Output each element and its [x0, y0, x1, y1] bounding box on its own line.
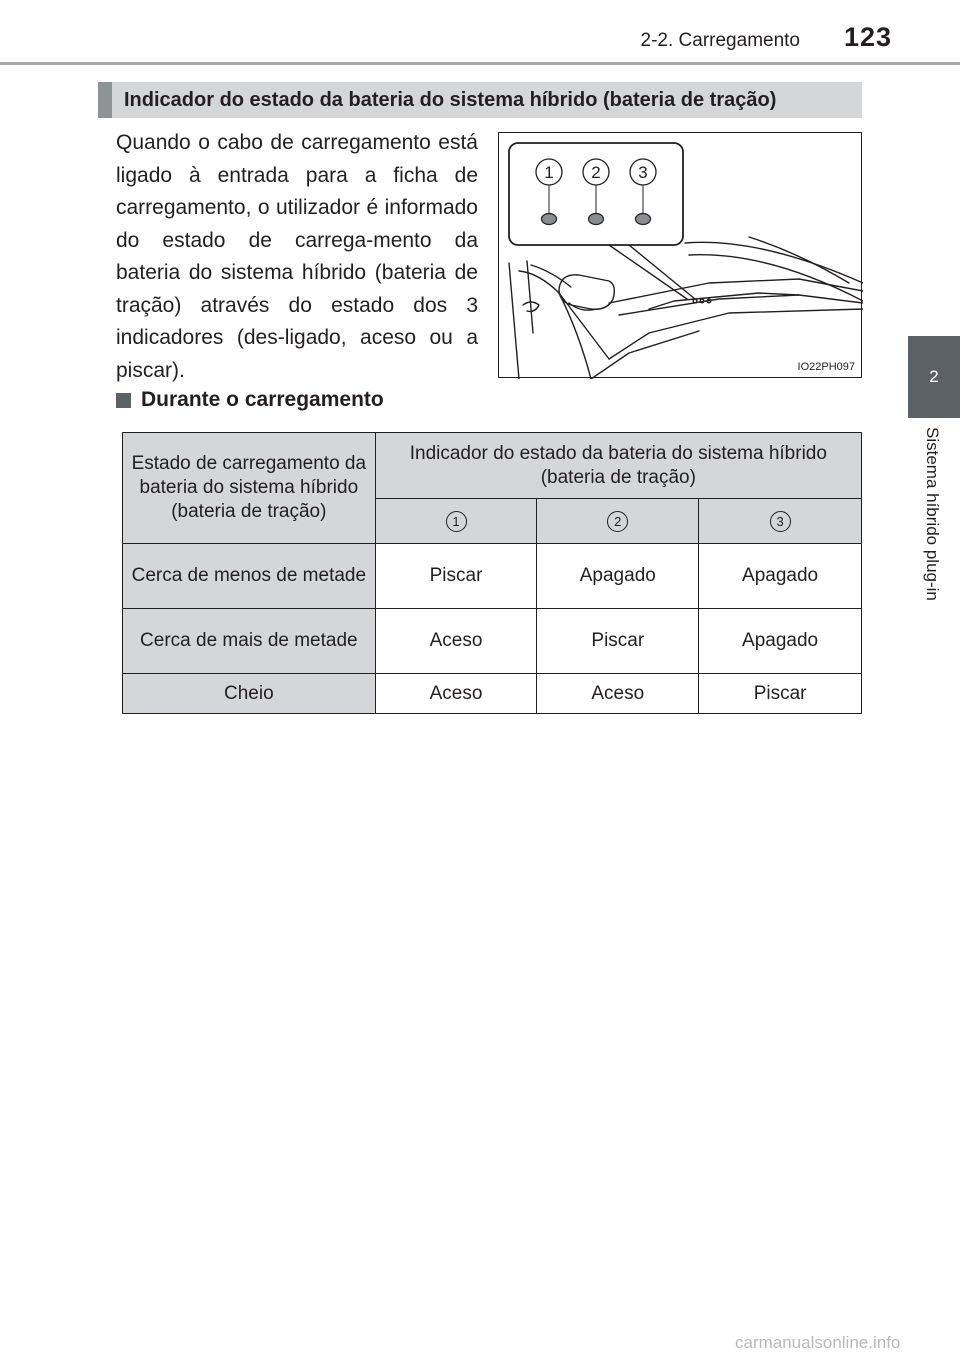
table-row [123, 544, 862, 609]
table-cell: Piscar [537, 609, 699, 674]
header-divider [0, 62, 960, 65]
indicator-lamp-2-icon [589, 214, 604, 225]
charging-indicator-figure [498, 132, 862, 378]
page-number: 123 [843, 22, 892, 52]
table-cell-state: Cheio [123, 674, 376, 714]
indicator-lamp-1-icon [542, 214, 557, 225]
indicator-lamp-3-icon [636, 214, 651, 225]
table-header-state: Estado de carregamento da bateria do sistema híbrido (bateria de tração) [123, 433, 376, 544]
circled-number-3: 3 [770, 511, 791, 532]
table-cell: Aceso [375, 674, 537, 714]
table-header-indicator-1 [375, 499, 537, 544]
table-cell: Apagado [699, 544, 862, 609]
table-header-indicator-2 [537, 499, 699, 544]
table-header-indicator: Indicador do estado da bateria do sistema híbrido (bateria de tração) [375, 433, 861, 499]
section-title: 2-2. Carregamento [640, 30, 800, 51]
table-header-indicator-3 [699, 499, 862, 544]
table-cell-state: Cerca de menos de metade [123, 544, 376, 609]
table-cell: Piscar [699, 674, 862, 714]
charging-status-table [122, 432, 862, 714]
figure-code: IO22PH097 [797, 361, 855, 373]
section-banner [98, 82, 862, 118]
callout-1-label: 1 [544, 163, 554, 182]
circled-number-2: 2 [607, 511, 628, 532]
callout-2-label: 2 [591, 163, 601, 182]
section-banner-title: Indicador do estado da bateria do sistema híbrido (bateria de tração) [124, 88, 777, 111]
subheading-text: Durante o carregamento [141, 388, 384, 411]
table-cell: Aceso [537, 674, 699, 714]
table-cell: Apagado [537, 544, 699, 609]
watermark: carmanualsonline.info [735, 1333, 901, 1352]
circled-number-1: 1 [446, 511, 467, 532]
table-cell: Aceso [375, 609, 537, 674]
square-bullet-icon [116, 393, 131, 408]
table-cell-state: Cerca de mais de metade [123, 609, 376, 674]
subheading [116, 388, 384, 412]
intro-paragraph: Quando o cabo de carregamento está ligado à entrada para a ficha de carregamento, o utilizador é informado do estado de carrega-mento da bateria do sistema híbrido (bateria de tração) através do estado dos 3 indicadores (des-ligado, aceso ou a piscar). [116, 131, 478, 382]
car-dashboard-illustration [499, 133, 863, 379]
table-cell: Apagado [699, 609, 862, 674]
callout-3-label: 3 [638, 163, 648, 182]
table-row [123, 674, 862, 714]
chapter-tab-number: 2 [908, 336, 960, 418]
table-cell: Piscar [375, 544, 537, 609]
table-row [123, 609, 862, 674]
chapter-tab-title: Sistema híbrido plug-in [923, 427, 942, 601]
chapter-tab-label [908, 419, 960, 659]
